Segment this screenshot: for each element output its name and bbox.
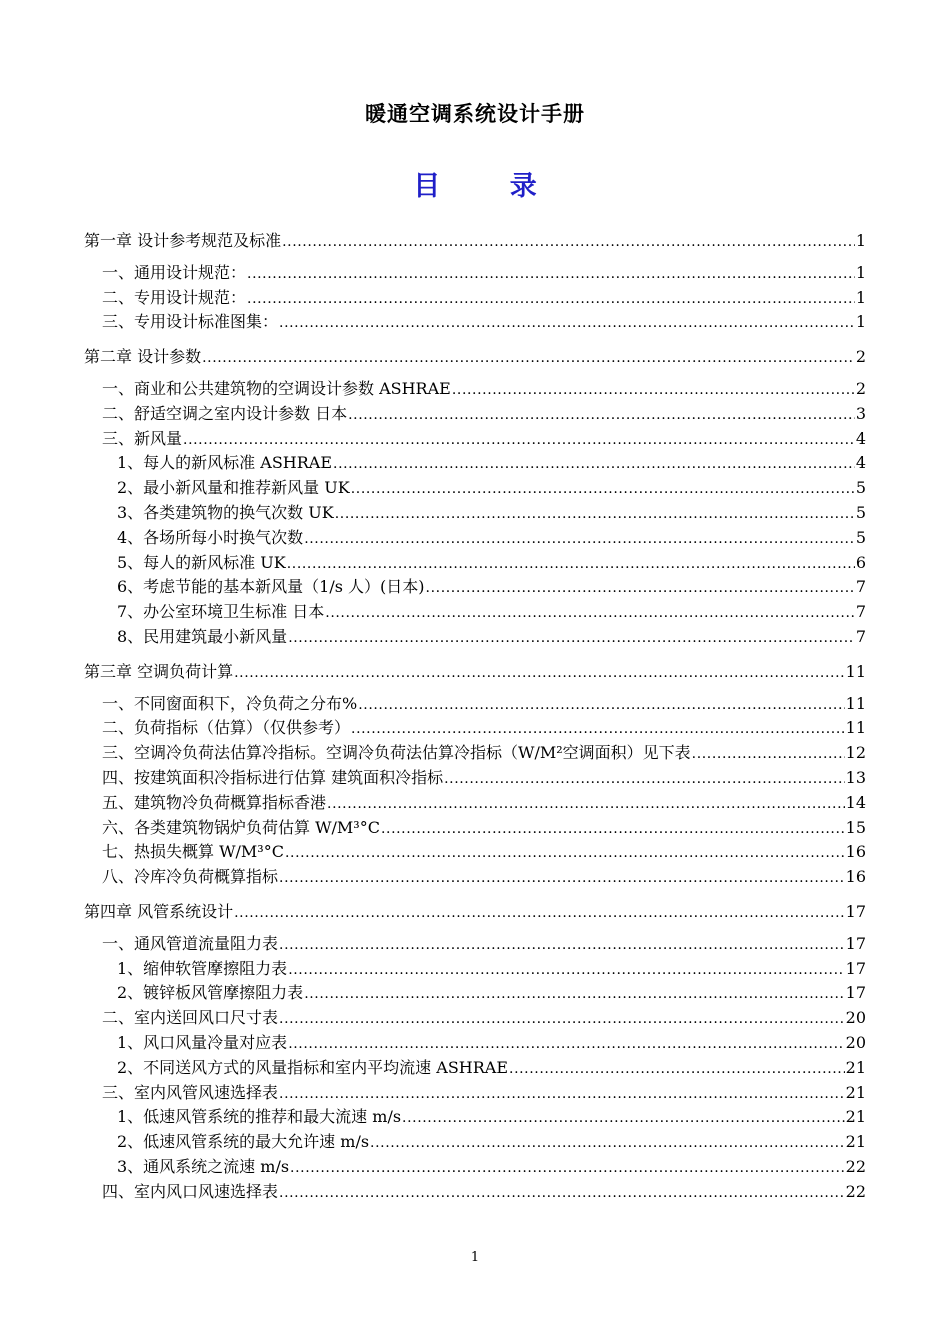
toc-leader-dots xyxy=(183,429,855,448)
toc-chapter-entry[interactable] xyxy=(84,344,866,369)
toc-entry-text: 一、商业和公共建筑物的空调设计参数 ASHRAE xyxy=(102,378,451,398)
toc-entry-text: 8、民用建筑最小新风量 xyxy=(117,626,288,646)
toc-entry-text: 1、缩伸软管摩擦阻力表 xyxy=(117,958,288,978)
toc-leader-dots xyxy=(285,842,845,861)
toc-entry-text: 三、新风量 xyxy=(102,428,183,448)
toc-leader-dots xyxy=(325,602,855,621)
toc-page-number: 13 xyxy=(845,767,866,787)
toc-page-number: 1 xyxy=(855,262,866,282)
toc-entry-text: 2、低速风管系统的最大允许速 m/s xyxy=(117,1132,370,1152)
toc-page-number: 16 xyxy=(845,842,866,862)
toc-entry[interactable] xyxy=(84,550,866,575)
toc-entry-text: 六、各类建筑物锅炉负荷估算 W/M³°C xyxy=(102,817,380,837)
toc-chapter-entry[interactable] xyxy=(84,899,866,924)
toc-page-number: 2 xyxy=(855,378,866,398)
toc-entry[interactable] xyxy=(84,475,866,500)
toc-entry-text: 二、负荷指标（估算）（仅供参考） xyxy=(102,718,351,738)
toc-entry[interactable] xyxy=(84,980,866,1005)
toc-entry-text: 5、每人的新风标准 UK xyxy=(117,552,286,572)
toc-entry[interactable] xyxy=(84,931,866,956)
toc-entry-text: 第一章 设计参考规范及标准 xyxy=(84,231,282,250)
toc-page-number: 4 xyxy=(855,428,866,448)
toc-page-number: 2 xyxy=(855,347,866,367)
toc-entry-text: 3、通风系统之流速 m/s xyxy=(117,1156,290,1176)
toc-page-number: 3 xyxy=(855,403,866,423)
toc-page-number: 5 xyxy=(855,527,866,547)
toc-entry-text: 第四章 风管系统设计 xyxy=(84,901,234,921)
toc-page-number: 16 xyxy=(845,867,866,887)
toc-entry[interactable] xyxy=(84,574,866,599)
toc-leader-dots xyxy=(279,1083,845,1102)
toc-page-number: 21 xyxy=(845,1132,866,1152)
toc-leader-dots xyxy=(426,577,855,596)
toc-page-number: 22 xyxy=(845,1181,866,1201)
toc-entry[interactable] xyxy=(84,401,866,426)
toc-entry[interactable] xyxy=(84,765,866,790)
toc-leader-dots xyxy=(279,867,845,886)
toc-leader-dots xyxy=(279,1182,845,1201)
toc-page-number: 7 xyxy=(855,602,866,622)
toc-entry[interactable] xyxy=(84,260,866,285)
toc-entry[interactable] xyxy=(84,1129,866,1154)
toc-page-number: 7 xyxy=(855,577,866,597)
toc-entry[interactable] xyxy=(84,1179,866,1204)
toc-entry[interactable] xyxy=(84,956,866,981)
toc-entry-text: 第三章 空调负荷计算 xyxy=(84,661,234,681)
toc-leader-dots xyxy=(327,793,845,812)
toc-leader-dots xyxy=(287,553,855,572)
toc-entry[interactable] xyxy=(84,1055,866,1080)
toc-leader-dots xyxy=(351,718,845,737)
toc-leader-dots xyxy=(351,478,855,497)
toc-page-number: 21 xyxy=(845,1107,866,1127)
toc-entry-text: 三、空调冷负荷法估算冷指标。空调冷负荷法估算冷指标（W/M²空调面积）见下表 xyxy=(102,743,691,763)
toc-entry-text: 1、风口风量冷量对应表 xyxy=(117,1032,288,1052)
toc-entry-text: 一、通风管道流量阻力表 xyxy=(102,933,279,953)
toc-page-number: 20 xyxy=(845,1032,866,1052)
toc-page-number: 11 xyxy=(845,693,866,713)
toc-page-number: 11 xyxy=(845,661,866,681)
toc-entry[interactable] xyxy=(84,1005,866,1030)
toc-leader-dots xyxy=(304,983,844,1002)
toc-entry[interactable] xyxy=(84,450,866,475)
toc-entry-text: 七、热损失概算 W/M³°C xyxy=(102,842,284,862)
toc-entry-text: 一、通用设计规范： xyxy=(102,262,247,282)
toc-entry[interactable] xyxy=(84,790,866,815)
toc-entry[interactable] xyxy=(84,815,866,840)
toc-leader-dots xyxy=(358,694,844,713)
toc-entry-text: 3、各类建筑物的换气次数 UK xyxy=(117,502,334,522)
toc-entry[interactable] xyxy=(84,376,866,401)
toc-page-number: 4 xyxy=(855,453,866,473)
toc-leader-dots xyxy=(333,453,855,472)
toc-page-number: 6 xyxy=(855,552,866,572)
toc-leader-dots xyxy=(247,288,855,307)
toc-leader-dots xyxy=(234,662,845,681)
toc-entry-text: 2、不同送风方式的风量指标和室内平均流速 ASHRAE xyxy=(117,1057,509,1077)
toc-entry[interactable] xyxy=(84,500,866,525)
toc-entry-text: 三、室内风管风速选择表 xyxy=(102,1082,279,1102)
toc-page-number: 17 xyxy=(845,958,866,978)
toc-page-number: 7 xyxy=(855,626,866,646)
toc-entry[interactable] xyxy=(84,691,866,716)
toc-leader-dots xyxy=(234,902,845,921)
toc-page-number: 21 xyxy=(845,1057,866,1077)
toc-leader-dots xyxy=(247,263,855,282)
toc-leader-dots xyxy=(452,379,855,398)
toc-heading: 目 录 xyxy=(413,171,567,202)
toc-entry-text: 二、舒适空调之室内设计参数 日本 xyxy=(102,403,348,423)
toc-leader-dots xyxy=(279,1008,845,1027)
toc-page-number: 17 xyxy=(845,901,866,921)
toc-entry[interactable] xyxy=(84,1104,866,1129)
toc-entry[interactable] xyxy=(84,624,866,649)
toc-entry-text: 2、最小新风量和推荐新风量 UK xyxy=(117,478,350,498)
toc-entry-text: 2、镀锌板风管摩擦阻力表 xyxy=(117,983,304,1003)
toc-page-number: 1 xyxy=(855,312,866,332)
toc-leader-dots xyxy=(692,743,845,762)
toc-leader-dots xyxy=(288,959,844,978)
table-of-contents xyxy=(84,226,866,1203)
toc-page-number: 22 xyxy=(845,1156,866,1176)
toc-leader-dots xyxy=(290,1157,845,1176)
toc-chapter-entry[interactable] xyxy=(84,228,866,253)
toc-entry-text: 第二章 设计参数 xyxy=(84,347,202,367)
toc-entry-text: 八、冷库冷负荷概算指标 xyxy=(102,867,279,887)
toc-page-number: 11 xyxy=(845,718,866,738)
toc-leader-dots xyxy=(279,934,845,953)
toc-leader-dots xyxy=(335,503,855,522)
toc-leader-dots xyxy=(304,528,855,547)
toc-entry-text: 三、专用设计标准图集： xyxy=(102,312,279,332)
toc-entry[interactable] xyxy=(84,426,866,451)
toc-leader-dots xyxy=(509,1058,845,1077)
toc-entry-text: 四、室内风口风速选择表 xyxy=(102,1181,279,1201)
toc-page-number: 17 xyxy=(845,933,866,953)
toc-entry-text: 五、建筑物冷负荷概算指标香港 xyxy=(102,792,327,812)
toc-page-number: 15 xyxy=(845,817,866,837)
toc-page-number: 14 xyxy=(845,792,866,812)
toc-entry-text: 1、每人的新风标准 ASHRAE xyxy=(117,453,333,473)
toc-page-number: 5 xyxy=(855,478,866,498)
toc-entry-text: 1、低速风管系统的推荐和最大流速 m/s xyxy=(117,1107,402,1127)
toc-entry[interactable] xyxy=(84,309,866,334)
document-title: 暖通空调系统设计手册 xyxy=(365,101,585,126)
toc-entry-text: 6、考虑节能的基本新风量（1/s 人）(日本) xyxy=(117,577,425,597)
toc-leader-dots xyxy=(444,768,845,787)
toc-entry[interactable] xyxy=(84,1080,866,1105)
toc-leader-dots xyxy=(288,627,855,646)
toc-leader-dots xyxy=(348,404,855,423)
toc-entry-text: 四、按建筑面积冷指标进行估算 建筑面积冷指标 xyxy=(102,767,444,787)
toc-entry[interactable] xyxy=(84,525,866,550)
toc-entry[interactable] xyxy=(84,285,866,310)
toc-page-number: 1 xyxy=(855,287,866,307)
toc-page-number: 17 xyxy=(845,983,866,1003)
toc-entry[interactable] xyxy=(84,864,866,889)
toc-entry-text: 一、不同窗面积下，冷负荷之分布% xyxy=(102,693,358,713)
toc-page-number: 20 xyxy=(845,1008,866,1028)
toc-entry-text: 7、办公室环境卫生标准 日本 xyxy=(117,602,325,622)
toc-page-number: 21 xyxy=(845,1082,866,1102)
toc-entry[interactable] xyxy=(84,740,866,765)
toc-entry[interactable] xyxy=(84,1154,866,1179)
toc-leader-dots xyxy=(381,818,845,837)
toc-leader-dots xyxy=(288,1033,844,1052)
toc-leader-dots xyxy=(282,231,855,250)
toc-page-number: 12 xyxy=(845,743,866,763)
toc-entry-text: 二、室内送回风口尺寸表 xyxy=(102,1008,279,1028)
toc-entry-text: 二、专用设计规范： xyxy=(102,287,247,307)
page-number: 1 xyxy=(470,1250,480,1265)
toc-entry-text: 4、各场所每小时换气次数 xyxy=(117,527,304,547)
toc-entry[interactable] xyxy=(84,839,866,864)
toc-chapter-entry[interactable] xyxy=(84,659,866,684)
toc-leader-dots xyxy=(279,312,855,331)
toc-leader-dots xyxy=(402,1107,845,1126)
toc-leader-dots xyxy=(202,347,855,366)
toc-leader-dots xyxy=(370,1132,845,1151)
toc-entry[interactable] xyxy=(84,599,866,624)
toc-entry[interactable] xyxy=(84,1030,866,1055)
toc-page-number: 1 xyxy=(855,231,866,250)
toc-entry[interactable] xyxy=(84,715,866,740)
toc-page-number: 5 xyxy=(855,502,866,522)
